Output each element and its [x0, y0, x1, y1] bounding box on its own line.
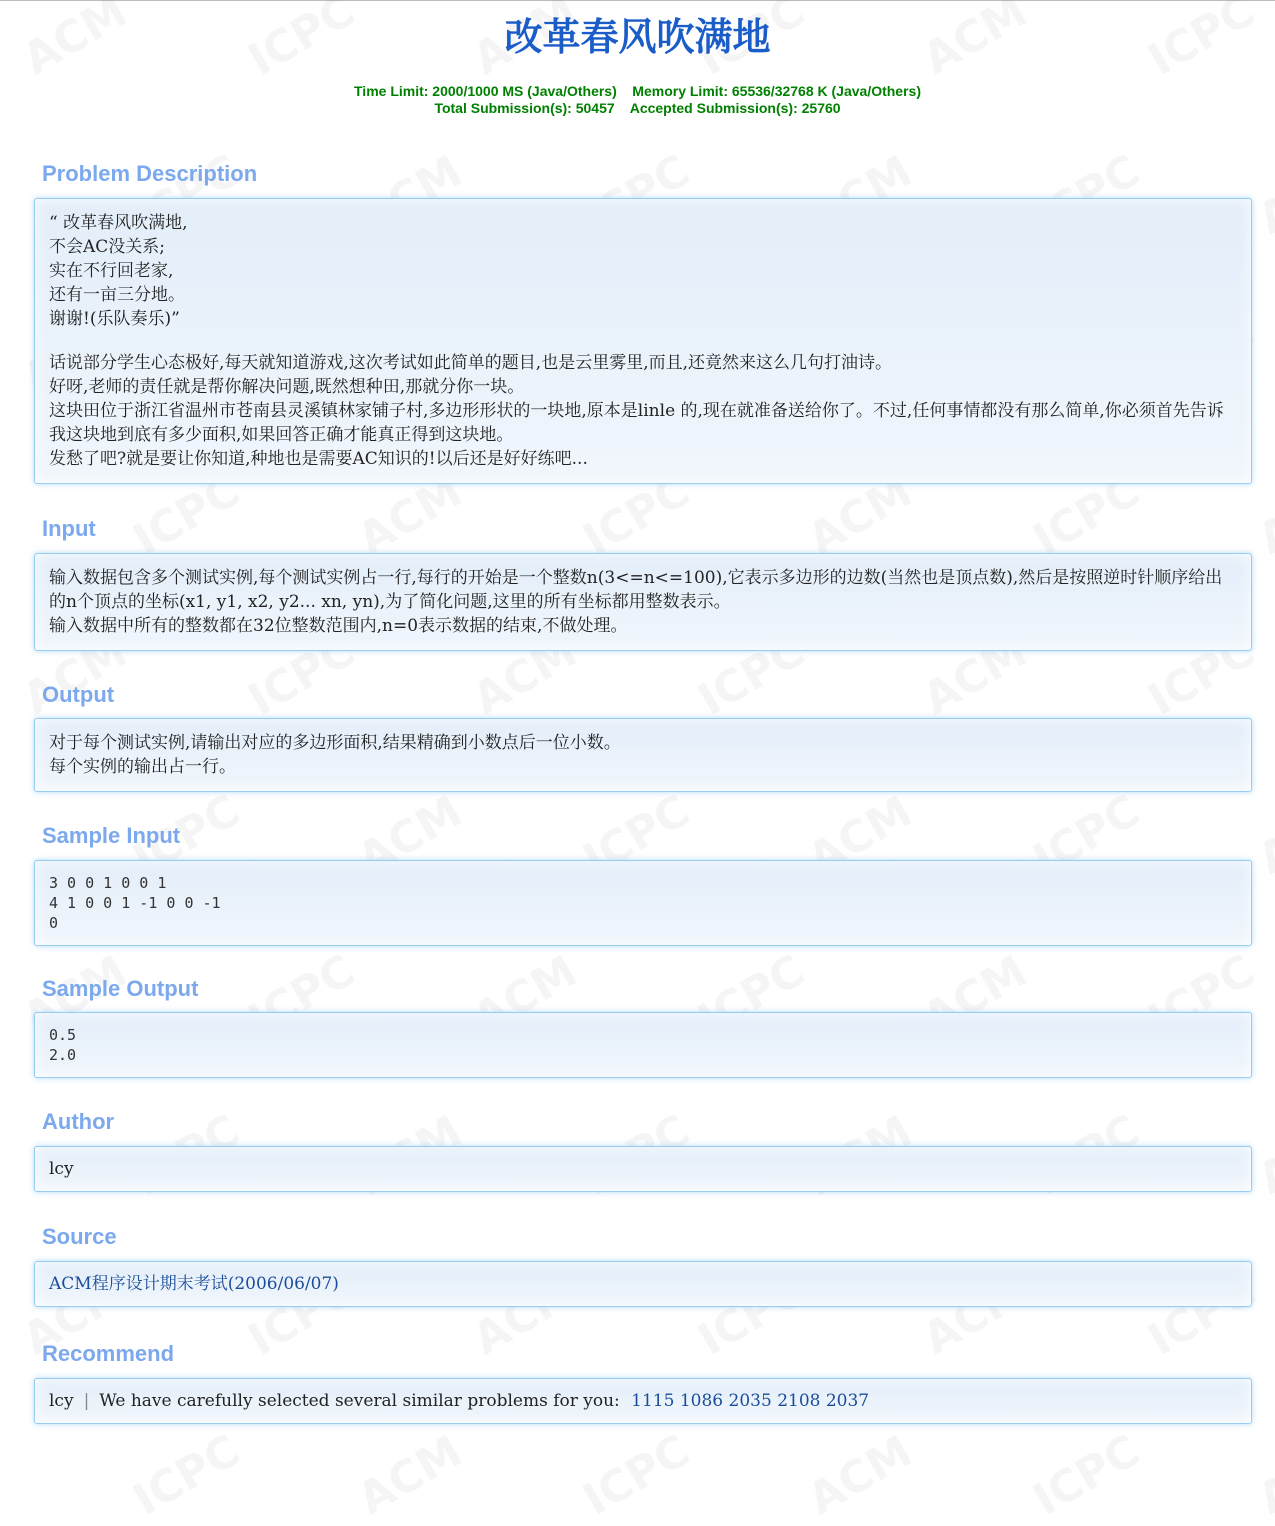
source-heading: Source	[42, 1224, 117, 1249]
description-panel	[34, 198, 1252, 484]
recommend-problem-link[interactable]: 2035	[728, 1391, 772, 1411]
description-line: “ 改革春风吹满地,	[49, 213, 188, 233]
description-line: 谢谢!(乐队奏乐)”	[49, 309, 180, 329]
output-line: 每个实例的输出占一行。	[49, 757, 236, 777]
problem-title: 改革春风吹满地	[504, 15, 771, 59]
description-heading: Problem Description	[42, 161, 258, 186]
recommend-user: lcy	[49, 1391, 74, 1411]
description-blank	[49, 331, 1237, 351]
source-link[interactable]: ACM程序设计期末考试(2006/06/07)	[49, 1274, 339, 1294]
source-panel	[34, 1261, 1252, 1307]
recommend-problem-link[interactable]: 1086	[679, 1391, 724, 1411]
output-heading: Output	[42, 682, 115, 707]
description-line: 发愁了吧?就是要让你知道,种地也是需要AC知识的!以后还是好好练吧...	[49, 449, 588, 469]
input-heading: Input	[42, 516, 96, 541]
sample-input-heading: Sample Input	[42, 823, 181, 848]
output-panel	[34, 718, 1252, 792]
sample-input-panel	[34, 860, 1252, 946]
sample-output-panel	[34, 1012, 1252, 1078]
input-line: 输入数据中所有的整数都在32位整数范围内,n=0表示数据的结束,不做处理。	[49, 616, 628, 636]
recommend-separator: |	[83, 1391, 90, 1411]
author-heading: Author	[42, 1109, 115, 1134]
description-line: 不会AC没关系;	[49, 237, 166, 257]
recommend-panel	[34, 1378, 1252, 1424]
limits-line-1: Time Limit: 2000/1000 MS (Java/Others) Memory Limit: 65536/32768 K (Java/Others)	[354, 83, 921, 99]
recommend-problem-link[interactable]: 2037	[825, 1391, 870, 1411]
author-panel	[34, 1146, 1252, 1192]
description-line: 实在不行回老家,	[49, 261, 174, 281]
description-line: 好呀,老师的责任就是帮你解决问题,既然想种田,那就分你一块。	[49, 377, 525, 397]
limits-line-2: Total Submission(s): 50457 Accepted Submission(s): 25760	[434, 100, 841, 116]
sample-output-heading: Sample Output	[42, 976, 199, 1001]
input-panel	[34, 553, 1252, 651]
input-line: 输入数据包含多个测试实例,每个测试实例占一行,每行的开始是一个整数n(3<=n<=100),它表示多边形的边数(当然也是顶点数),然后是按照逆时针顺序给出的n个顶点的坐标(x1, y1, x2, y2... xn, yn),为了简化问题,这里的所有坐标都用整数表示。	[49, 568, 1223, 612]
recommend-text: We have carefully selected several similar problems for you:	[99, 1391, 620, 1411]
recommend-heading: Recommend	[42, 1341, 175, 1366]
recommend-problem-link[interactable]: 2108	[777, 1391, 821, 1411]
description-line: 这块田位于浙江省温州市苍南县灵溪镇林家铺子村,多边形形状的一块地,原本是linle 的,现在就准备送给你了。不过,任何事情都没有那么简单,你必须首先告诉我这块地到底有多少面积,如果回答正确才能真正得到这块地。	[49, 401, 1224, 445]
sample-input-code: 3 0 0 1 0 0 1 4 1 0 0 1 -1 0 0 -1 0	[49, 874, 221, 932]
output-line: 对于每个测试实例,请输出对应的多边形面积,结果精确到小数点后一位小数。	[49, 733, 621, 753]
description-line: 还有一亩三分地。	[49, 285, 185, 305]
sample-output-code: 0.5 2.0	[49, 1026, 77, 1064]
recommend-problem-link[interactable]: 1115	[631, 1391, 675, 1411]
description-line: 话说部分学生心态极好,每天就知道游戏,这次考试如此简单的题目,也是云里雾里,而且,还竟然来这么几句打油诗。	[49, 353, 893, 373]
author-name: lcy	[49, 1159, 74, 1179]
